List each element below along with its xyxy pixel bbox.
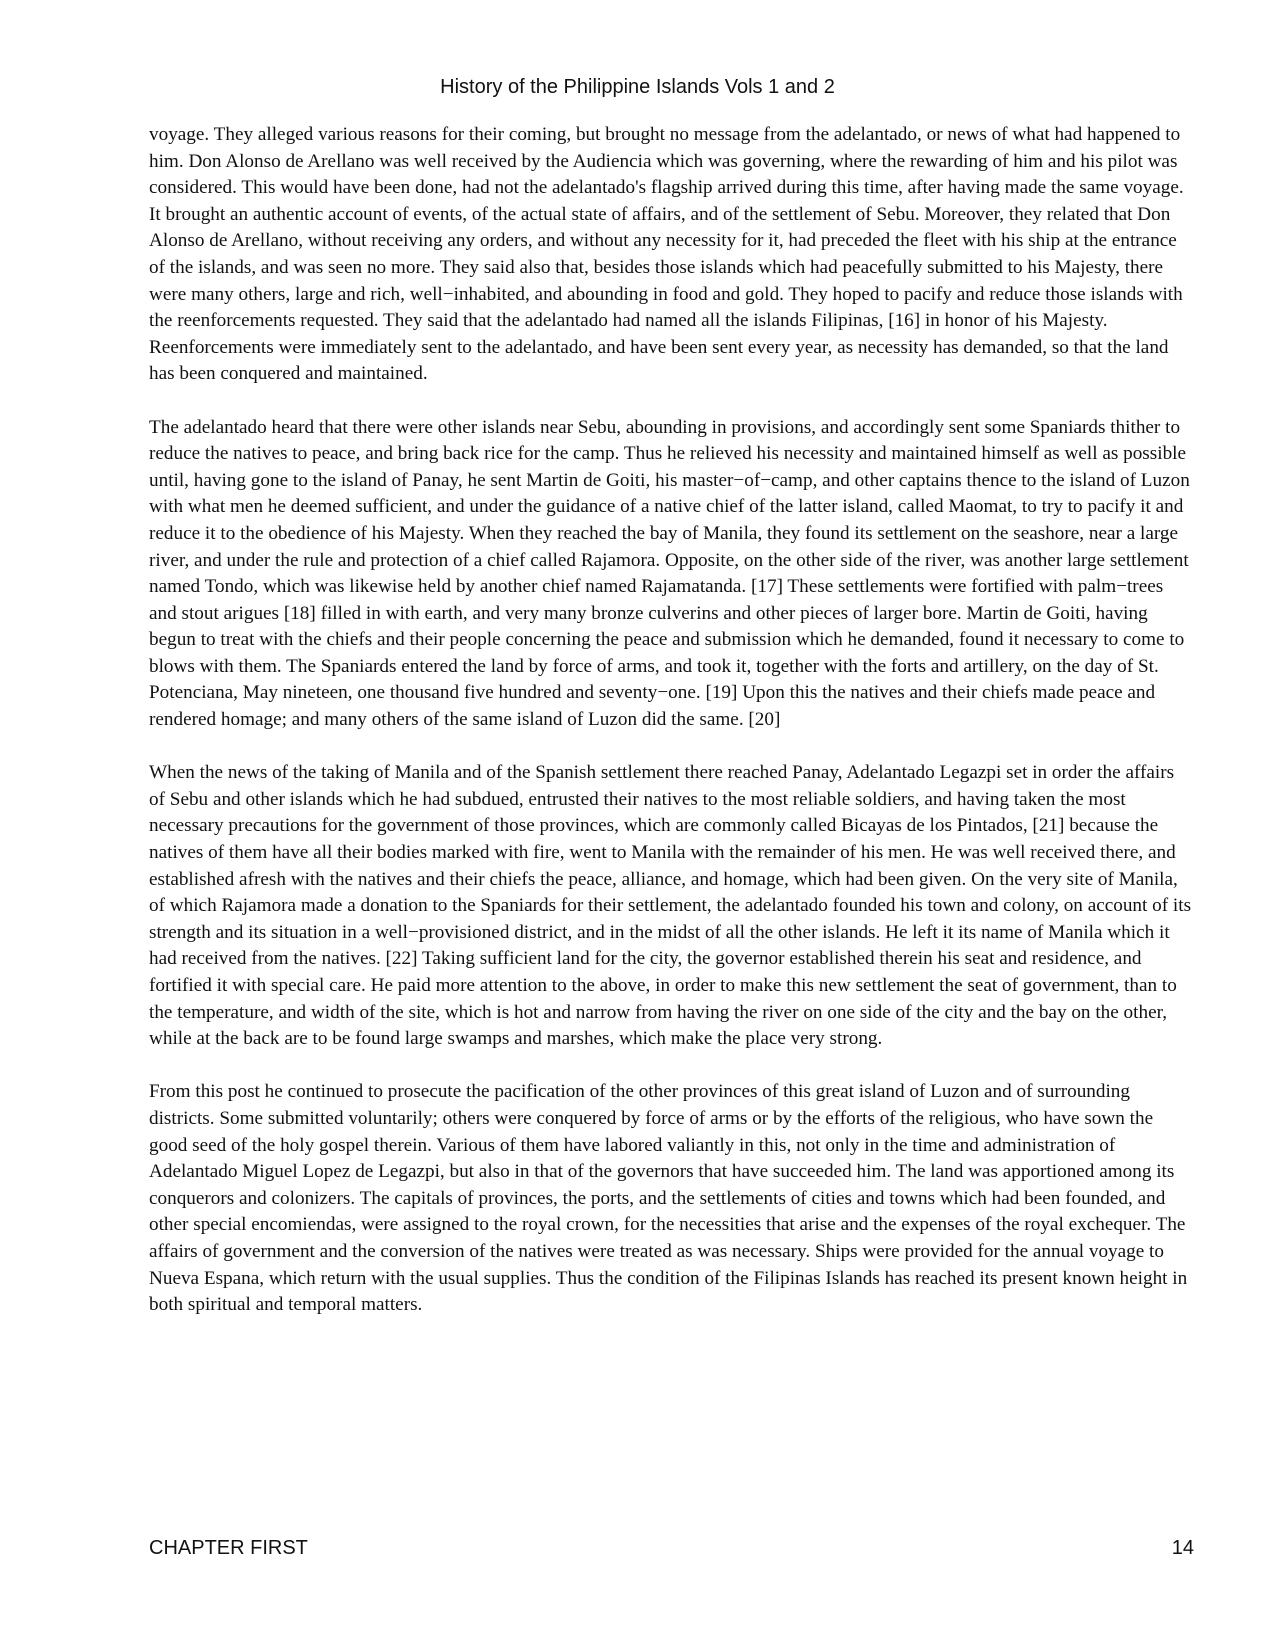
paragraph-4: From this post he continued to prosecute the pacification of the other provinces of this great island of Luzon and of surrounding districts. Some submitted voluntarily; others were conquered by force of arms or by the efforts of the religious, who have sown the good seed of the holy gospel therein. Various of them have labored valiantly in this, not only in the time and administration of Adelantado Miguel Lopez de Legazpi, but also in that of the governors that have succeeded him. The land was apportioned among its conquerors and colonizers. The capitals of provinces, the ports, and the settlements of cities and towns which had been founded, and other special encomiendas, were assigned to the royal crown, for the necessities that arise and the expenses of the royal exchequer. The affairs of government and the conversion of the natives were treated as was necessary. Ships were provided for the annual voyage to Nueva Espana, which return with the usual supplies. Thus the condition of the Filipinas Islands has reached its present known height in both spiritual and temporal matters. bbox=[149, 1081, 1188, 1316]
paragraph-1: voyage. They alleged various reasons for their coming, but brought no message from the adelantado, or news of what had happened to him. Don Alonso de Arellano was well received by the Audiencia which was governing, where the rewarding of him and his pilot was considered. This would have been done, had not the adelantado's flagship arrived during this time, after having made the same voyage. It brought an authentic account of events, of the actual state of affairs, and of the settlement of Sebu. Moreover, they related that Don Alonso de Arellano, without receiving any orders, and without any necessity for it, had preceded the fleet with his ship at the entrance of the islands, and was seen no more. They said also that, besides those islands which had peacefully submitted to his Majesty, there were many others, large and rich, well−inhabited, and abounding in food and gold. They hoped to pacify and reduce those islands with the reenforcements requested. They said that the adelantado had named all the islands Filipinas, [16] in honor of his Majesty. Reenforcements were immediately sent to the adelantado, and have been sent every year, as necessity has demanded, so that the land has been conquered and maintained. bbox=[149, 124, 1184, 385]
paragraph-3: When the news of the taking of Manila and of the Spanish settlement there reached Panay, Adelantado Legazpi set in order the affairs of Sebu and other islands which he had subdued, entrusted their natives to the most reliable soldiers, and having taken the most necessary precautions for the government of those provinces, which are commonly called Bicayas de los Pintados, [21] because the natives of them have all their bodies marked with fire, went to Manila with the remainder of his men. He was well received there, and established afresh with the natives and their chiefs the peace, alliance, and homage, which had been given. On the very site of Manila, of which Rajamora made a donation to the Spaniards for their settlement, the adelantado founded his town and colony, on account of its strength and its situation in a well−provisioned district, and in the midst of all the other islands. He left it its name of Manila which it had received from the natives. [22] Taking sufficient land for the city, the governor established therein his seat and residence, and fortified it with special care. He paid more attention to the above, in order to make this new settlement the seat of government, than to the temperature, and width of the site, which is hot and narrow from having the river on one side of the city and the bay on the other, while at the back are to be found large swamps and marshes, which make the place very strong. bbox=[149, 762, 1192, 1050]
page-header-title: History of the Philippine Islands Vols 1 and 2 bbox=[440, 76, 835, 98]
paragraph-2: The adelantado heard that there were other islands near Sebu, abounding in provisions, and accordingly sent some Spaniards thither to reduce the natives to peace, and bring back rice for the camp. Thus he relieved his necessity and maintained himself as well as possible until, having gone to the island of Panay, he sent Martin de Goiti, his master−of−camp, and other captains thence to the island of Luzon with what men he deemed sufficient, and under the guidance of a native chief of the latter island, called Maomat, to try to pacify it and reduce it to the obedience of his Majesty. When they reached the bay of Manila, they found its settlement on the seashore, near a large river, and under the rule and protection of a chief called Rajamora. Opposite, on the other side of the river, was another large settlement named Tondo, which was likewise held by another chief named Rajamatanda. [17] These settlements were fortified with palm−trees and stout arigues [18] filled in with earth, and very many bronze culverins and other pieces of larger bore. Martin de Goiti, having begun to treat with the chiefs and their people concerning the peace and submission which he demanded, found it necessary to come to blows with them. The Spaniards entered the land by force of arms, and took it, together with the forts and artillery, on the day of St. Potenciana, May nineteen, one thousand five hundred and seventy−one. [19] Upon this the natives and their chiefs made peace and rendered homage; and many others of the same island of Luzon did the same. [20] bbox=[149, 416, 1190, 731]
page-number: 14 bbox=[1171, 1537, 1194, 1559]
footer-chapter-title: CHAPTER FIRST bbox=[149, 1537, 308, 1559]
page-body bbox=[149, 122, 1194, 1345]
